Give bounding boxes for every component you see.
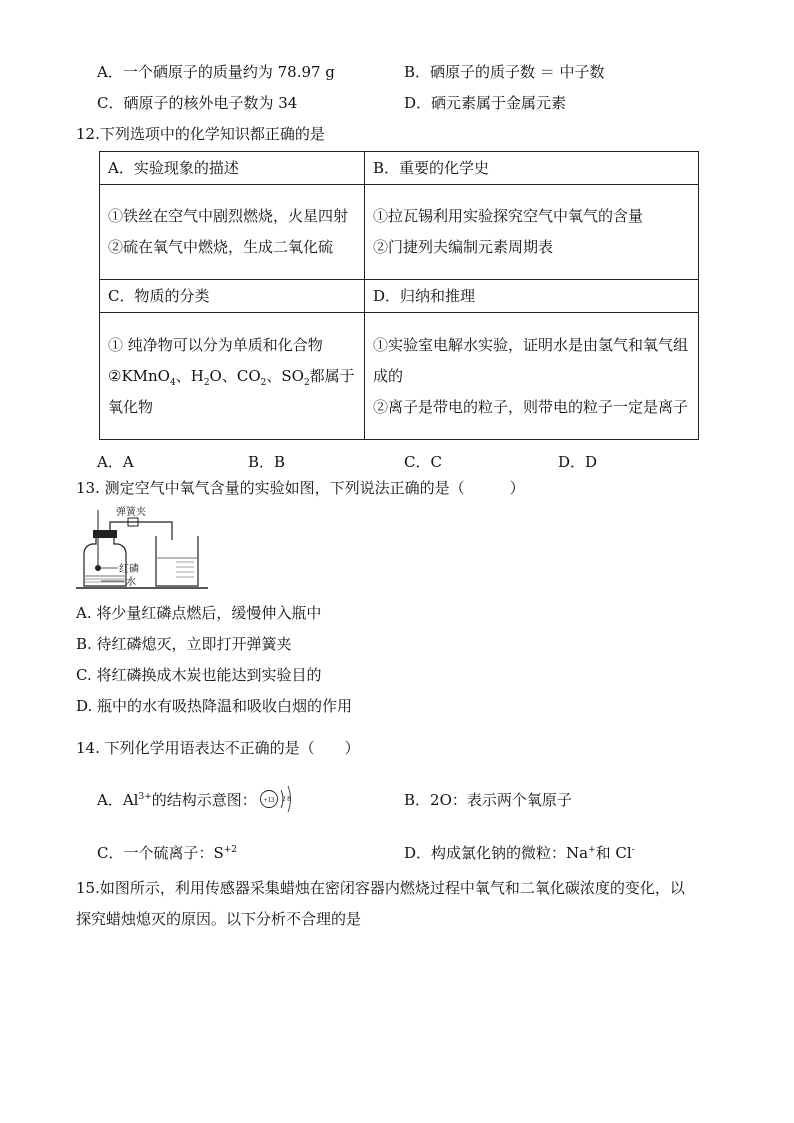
q12-a-item-2: ②硫在氧气中燃烧，生成二氧化硫	[108, 238, 334, 256]
q12-b-item-2: ②门捷列夫编制元素周期表	[373, 238, 554, 256]
q12-cell-b-head: B．重要的化学史	[365, 152, 699, 185]
q12-cell-c-head: C．物质的分类	[100, 280, 365, 313]
q11-option-a: A．一个硒原子的质量约为 78.97 g	[97, 63, 335, 81]
q12-cell-b-body	[365, 185, 699, 280]
q15-stem-line-1: 15.如图所示，利用传感器采集蜡烛在密闭容器内燃烧过程中氧气和二氧化碳浓度的变化，以	[76, 879, 685, 897]
q14-option-c: C．一个硫离子：$S^{+2}$	[97, 844, 238, 862]
q12-b-item-1: ①拉瓦锡利用实验探究空气中氧气的含量	[373, 207, 644, 225]
q12-option-a: A．A	[97, 453, 134, 471]
q14-option-a: A．$Al^{3+}$的结构示意图：	[97, 791, 257, 809]
q15-stem-line-2: 探究蜡烛熄灭的原因。以下分析不合理的是	[76, 910, 362, 928]
q14-option-b: B．2O：表示两个氧原子	[404, 791, 572, 809]
clamp-label: 弹簧夹	[116, 507, 146, 518]
q13-option-b: B. 待红磷熄灭，立即打开弹簧夹	[76, 635, 292, 653]
al-ion-structure-diagram	[258, 781, 300, 817]
q12-c-item-1: ① 纯净物可以分为单质和化合物	[108, 335, 323, 354]
q11-option-d: D．硒元素属于金属元素	[404, 94, 567, 112]
q11-option-c: C．硒原子的核外电子数为 34	[97, 94, 298, 112]
water-label: 水	[126, 577, 136, 588]
q13-option-a: A. 将少量红磷点燃后，缓慢伸入瓶中	[76, 604, 322, 622]
q12-cell-a-head: A．实验现象的描述	[100, 152, 365, 185]
q13-option-d: D. 瓶中的水有吸热降温和吸收白烟的作用	[76, 697, 353, 715]
q12-table	[99, 151, 699, 440]
q12-c-item-2: ②KMnO$_4$、$H_2O$、$CO_2$、$SO_2$都属于氧化物	[108, 366, 355, 416]
q12-option-d: D．D	[558, 453, 598, 471]
q12-cell-a-body	[100, 185, 365, 280]
atom-nucleus-label: +13	[263, 796, 275, 804]
q13-option-c: C. 将红磷换成木炭也能达到实验目的	[76, 666, 322, 684]
q12-stem: 12.下列选项中的化学知识都正确的是	[76, 125, 325, 143]
q12-cell-c-body	[100, 313, 365, 440]
q12-cell-d-body	[365, 313, 699, 440]
q11-option-b: B．硒原子的质子数 ＝ 中子数	[404, 63, 605, 81]
q13-stem: 13. 测定空气中氧气含量的实验如图，下列说法正确的是（ ）	[76, 479, 525, 497]
q12-d-item-2: ②离子是带电的粒子，则带电的粒子一定是离子	[373, 397, 689, 416]
phosphorus-label: 红磷	[119, 564, 139, 575]
q12-a-item-1: ①铁丝在空气中剧烈燃烧，火星四射	[108, 207, 349, 225]
q13-apparatus-figure	[76, 506, 208, 594]
q12-option-c: C．C	[404, 453, 442, 471]
q12-option-b: B．B	[248, 453, 286, 471]
q14-option-d: D．构成氯化钠的微粒：Na+和 Cl-	[404, 844, 635, 862]
atom-shell-label: 2 8	[282, 795, 291, 803]
q12-cell-d-head: D．归纳和推理	[365, 280, 699, 313]
q12-d-item-1: ①实验室电解水实验，证明水是由氢气和氧气组成的	[373, 335, 689, 385]
q14-stem: 14. 下列化学用语表达不正确的是（ ）	[76, 739, 360, 757]
